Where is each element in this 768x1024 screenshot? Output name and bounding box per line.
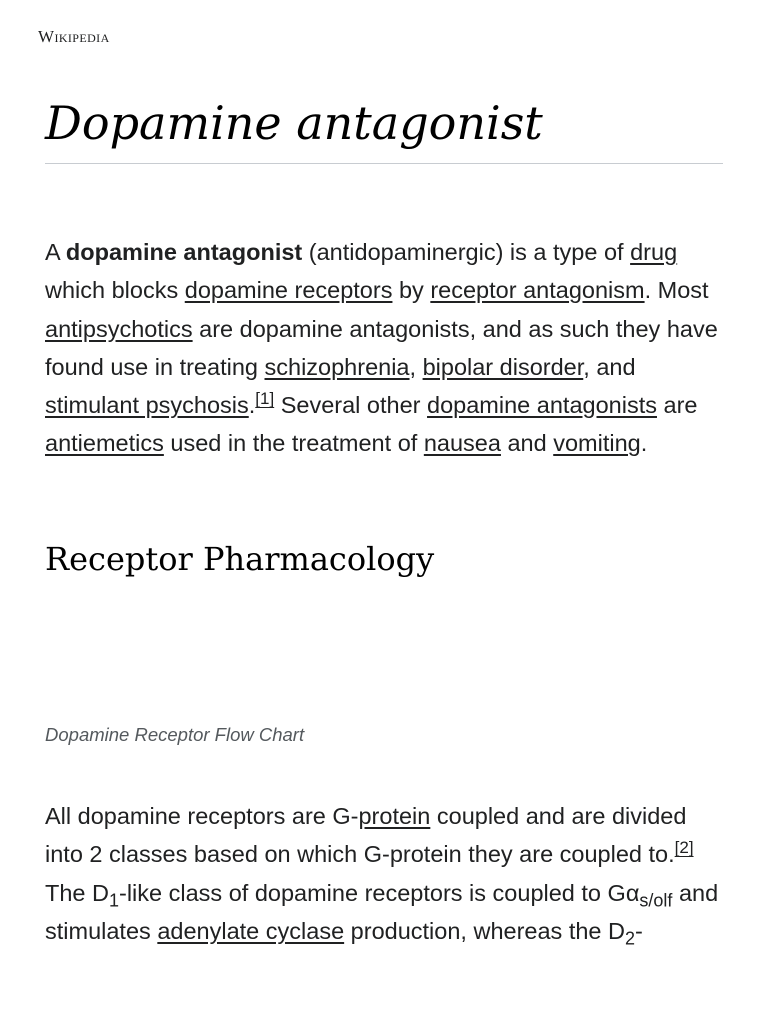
link-nausea[interactable]: nausea [423, 430, 501, 457]
intro-bold-term: dopamine antagonist [65, 239, 303, 265]
subscript: 1 [109, 890, 120, 911]
link-dopamine-antagonists[interactable]: dopamine antagonists [427, 392, 657, 419]
intro-text: A [45, 239, 66, 265]
intro-text: used in the treatment of [163, 430, 424, 457]
intro-text: and [500, 430, 554, 457]
intro-text: . [248, 392, 256, 419]
intro-text: Several other [274, 392, 428, 419]
link-antipsychotics[interactable]: antipsychotics [45, 315, 193, 342]
figure-caption: Dopamine Receptor Flow Chart [45, 724, 305, 745]
link-drug[interactable]: drug [630, 239, 678, 265]
reference-link-2[interactable]: [2] [674, 838, 694, 858]
receptor-text: -like class of dopamine receptors is coupled to Gα [119, 879, 640, 906]
subscript: s/olf [639, 890, 673, 911]
intro-paragraph [45, 233, 725, 463]
intro-text: , [409, 353, 423, 380]
receptor-text: All dopamine receptors are G- [45, 803, 359, 829]
receptor-text: coupled and are divided into 2 classes based on which G-protein they are coupled to. [45, 803, 687, 868]
receptor-text: The D [45, 879, 109, 906]
intro-text: , and [583, 353, 636, 380]
intro-text: are dopamine antagonists, and as such they have found use in treating [45, 315, 718, 380]
subscript: 2 [625, 928, 636, 949]
intro-text: (antidopaminergic) is a type of [302, 239, 631, 265]
page-title: Dopamine antagonist [45, 96, 543, 150]
intro-text: are [656, 392, 698, 419]
link-stimulant-psychosis[interactable]: stimulant psychosis [45, 392, 249, 419]
link-adenylate-cyclase[interactable]: adenylate cyclase [157, 917, 345, 944]
section-heading: Receptor Pharmacology [45, 540, 435, 578]
link-schizophrenia[interactable]: schizophrenia [264, 353, 410, 380]
reference-marker [255, 389, 274, 408]
link-vomiting[interactable]: vomiting [553, 430, 641, 457]
intro-text: . [640, 430, 648, 457]
intro-text: which blocks [45, 277, 185, 304]
reference-marker [675, 838, 694, 857]
link-antiemetics[interactable]: antiemetics [45, 430, 164, 457]
reference-link-1[interactable]: [1] [255, 389, 275, 409]
link-bipolar-disorder[interactable]: bipolar disorder [422, 353, 584, 380]
intro-text: by [392, 277, 431, 304]
title-divider [45, 163, 723, 164]
link-protein[interactable]: protein [358, 803, 431, 829]
link-dopamine-receptors[interactable]: dopamine receptors [184, 277, 393, 304]
link-receptor-antagonism[interactable]: receptor antagonism [430, 277, 645, 304]
intro-text: . Most [644, 277, 709, 304]
receptor-text: - [635, 917, 643, 944]
receptor-text: production, whereas the D [344, 917, 625, 944]
wikipedia-logo[interactable]: Wikipedia [38, 27, 110, 46]
receptor-text: and stimulates [45, 879, 719, 944]
receptor-paragraph [45, 797, 725, 950]
